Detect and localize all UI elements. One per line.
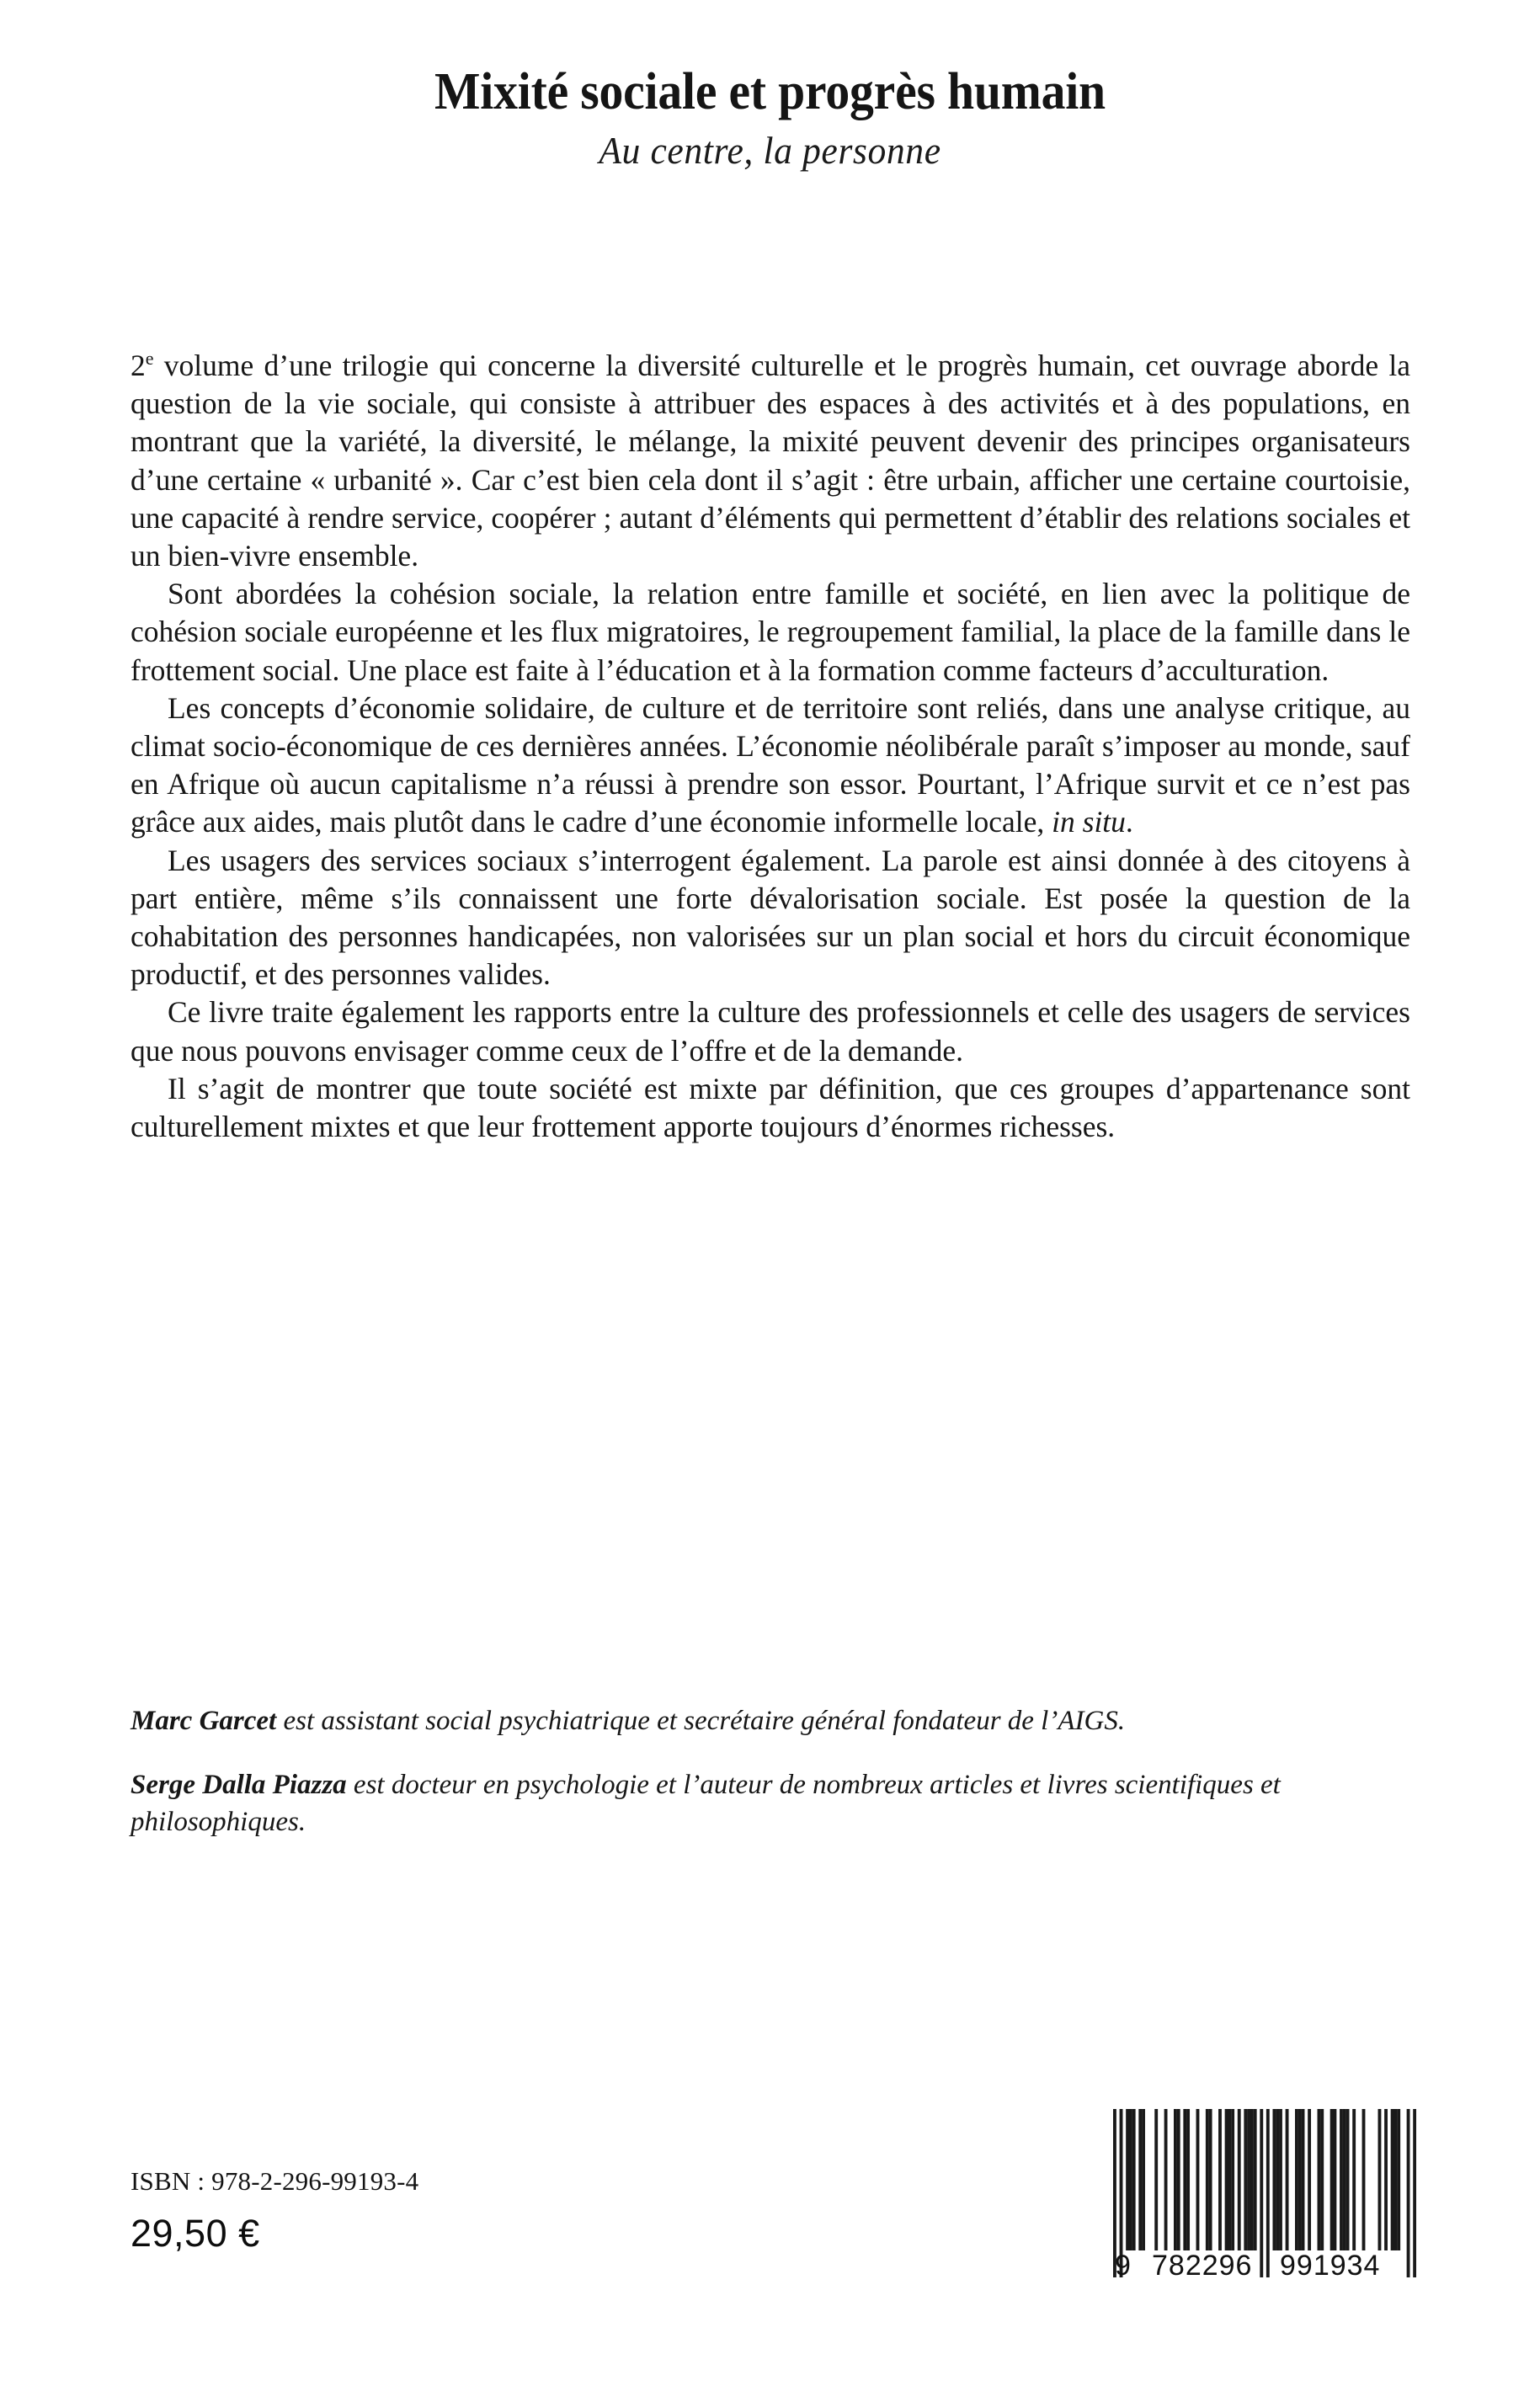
blurb-paragraph-3-text: Les concepts d’économie solidaire, de culture et de territoire sont reliés, dans une analyse critique, au climat socio-économique de ces dernières années. L’économie néolibérale paraît s’imposer au monde, sauf en Afrique où aucun capitalisme n’a réussi à prendre son essor. Pourtant, l’Afrique survit et ce n’est pas grâce aux aides, mais plutôt dans le cadre d’une économie informelle locale, (131, 690, 1410, 839)
isbn-label: ISBN : 978-2-296-99193-4 (131, 2166, 419, 2196)
page-title: Mixité sociale et progrès humain (434, 63, 1106, 120)
blurb-text (131, 347, 1410, 1146)
volume-ordinal-suffix: e (145, 348, 154, 370)
author-bio-1-text: est assistant social psychiatrique et secrétaire général fondateur de l’AIGS. (276, 1706, 1126, 1736)
author-name-1: Marc Garcet (131, 1706, 277, 1736)
volume-number: 2 (131, 349, 146, 382)
price-label: 29,50 € (131, 2212, 260, 2255)
barcode-digits-right: 991934 (1280, 2250, 1381, 2282)
title-block (0, 63, 1540, 173)
blurb-paragraph-3-tail: . (1125, 805, 1133, 839)
latin-phrase-in-situ: in situ (1052, 805, 1126, 839)
author-name-2: Serge Dalla Piazza (131, 1770, 347, 1800)
author-bio-2 (131, 1766, 1410, 1840)
author-bios (131, 1702, 1410, 1867)
barcode-digit-left: 9 (1115, 2250, 1132, 2282)
blurb-paragraph-1 (131, 347, 1410, 575)
blurb-paragraph-4: Les usagers des services sociaux s’interrogent également. La parole est ainsi donnée à des citoyens à part entière, même s’ils connaissent une forte dévalorisation sociale. Est posée la question de la cohabitation des personnes handicapées, non valorisées sur un plan social et hors du circuit économique productif, et des personnes valides. (131, 843, 1410, 992)
blurb-paragraph-2: Sont abordées la cohésion sociale, la relation entre famille et société, en lien avec la politique de cohésion sociale européenne et les flux migratoires, le regroupement familial, la place de la famille dans le frottement social. Une place est faite à l’éducation et à la formation comme facteurs d’acculturation. (131, 577, 1410, 687)
blurb-paragraph-1-text: volume d’une trilogie qui concerne la diversité culturelle et le progrès humain, cet ouvrage aborde la question de la vie sociale, qui consiste à attribuer des espaces à des activités et à des populations, en montrant que la variété, la diversité, le mélange, la mixité peuvent devenir des principes organisateurs d’une certaine « urbanité ». Car c’est bien cela dont il s’agit : être urbain, afficher une certaine courtoisie, une capacité à rendre service, coopérer ; autant d’éléments qui permettent d’établir des relations sociales et un bien-vivre ensemble. (131, 349, 1410, 573)
author-bio-2-text: est docteur en psychologie et l’auteur de nombreux articles et livres scientifiques et philosophiques. (131, 1770, 1281, 1837)
blurb-paragraph-6: Il s’agit de montrer que toute société est mixte par définition, que ces groupes d’appartenance sont culturellement mixtes et que leur frottement apporte toujours d’énormes richesses. (131, 1071, 1410, 1144)
author-bio-1 (131, 1702, 1410, 1739)
blurb-paragraph-3 (131, 690, 1410, 842)
barcode-digits (1113, 2244, 1416, 2282)
ean13-barcode (1113, 2109, 1416, 2286)
barcode-digits-mid: 782296 (1152, 2250, 1253, 2282)
page-subtitle: Au centre, la personne (599, 130, 941, 173)
blurb-paragraph-5: Ce livre traite également les rapports entre la culture des professionnels et celle des usagers de services que nous pouvons envisager comme ceux de l’offre et de la demande. (131, 995, 1410, 1068)
